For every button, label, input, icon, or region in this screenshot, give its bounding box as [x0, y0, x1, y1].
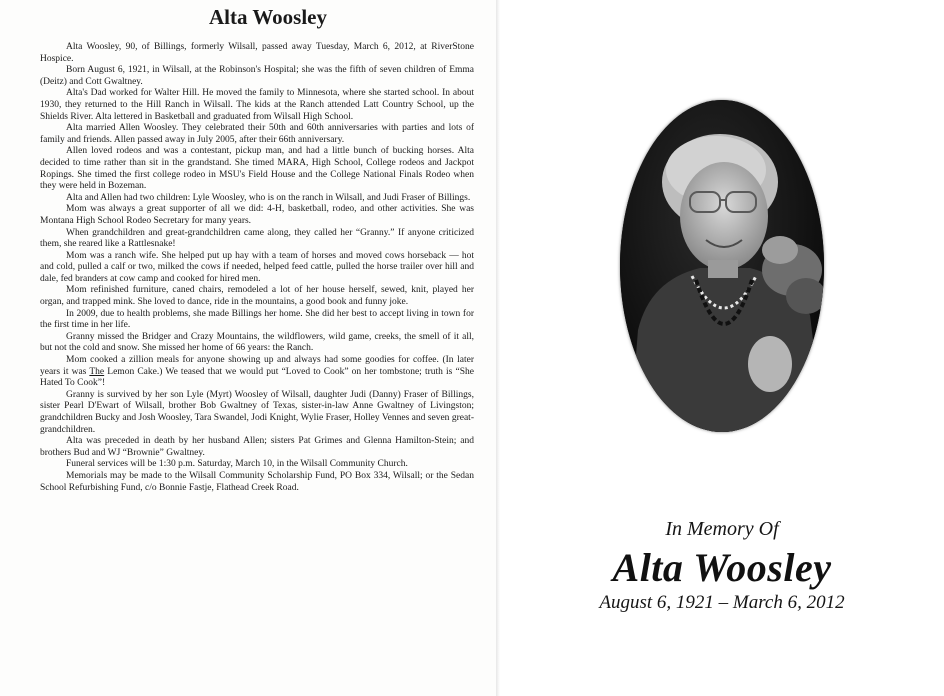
- obituary-paragraph: Alta and Allen had two children: Lyle Woosley, who is on the ranch in Wilsall, and Judi Fraser of Billings.: [66, 192, 471, 203]
- obituary-paragraph-cake: [40, 355, 474, 390]
- obituary-paragraph: Granny missed the Bridger and Crazy Mountains, the wildflowers, wild game, creeks, the smell of it all, but not the cold and snow. She missed her home of 66 years: the Ranch.: [40, 331, 474, 354]
- obituary-paragraph: Alta was preceded in death by her husband Allen; sisters Pat Grimes and Glenna Hamilton-Stein; and brothers Bud and WJ “Brownie” Gwaltney.: [40, 436, 474, 458]
- memorial-name: Alta Woosley: [612, 545, 832, 590]
- memorial-cover: [500, 0, 944, 696]
- obituary-paragraph: Memorials may be made to the Wilsall Community Scholarship Fund, PO Box 334, Wilsall; or the Sedan School Refurbishing Fund, c/o Bonnie Fastje, Flathead Creek Road.: [40, 470, 474, 493]
- obituary-body: [40, 42, 474, 494]
- obituary-paragraph: Allen loved rodeos and was a contestant, pickup man, and had a little bunch of bucking horses. Alta decided to time rather than sit in the grandstand. She timed MARA, High School, College rodeos and Jackpot Ropings. She timed the first college rodeo in MSU's Field House and the College National Finals Rodeo when they were held in Bozeman.: [40, 146, 474, 192]
- obituary-paragraph: Alta married Allen Woosley. They celebrated their 50th and 60th anniversaries with parties and lots of family and friends. Allen passed away in July 2005, after their 66th anniversary.: [40, 123, 474, 145]
- obituary-paragraph: When grandchildren and great-grandchildren came along, they called her “Granny.” If anyone criticized them, she reared like a Rattlesnake!: [40, 227, 474, 250]
- memorial-dates: August 6, 1921 – March 6, 2012: [599, 592, 845, 613]
- cake-text-before: Mom cooked a zillion meals for anyone showing up and always had some goodies for coffee. (In later years it was: [40, 355, 474, 377]
- obituary-paragraph: In 2009, due to health problems, she made Billings her home. She did her best to accept living in town for the first time in her life.: [40, 308, 474, 331]
- obituary-paragraph: Mom was always a great supporter of all we did: 4-H, basketball, rodeo, and other activities. She was Montana High School Rodeo Secretary for many years.: [40, 204, 474, 226]
- obituary-paragraph: Alta Woosley, 90, of Billings, formerly Wilsall, passed away Tuesday, March 6, 2012, at RiverStone Hospice.: [40, 42, 474, 64]
- obituary-paragraph: Mom was a ranch wife. She helped put up hay with a team of horses and moved cows horseback — hot and cold, pulled a calf or two, milked the cows if needed, helped feed cattle, pulled the horse trailer over hill and dale, fed branders at cow camp and cooked for hired men.: [40, 250, 474, 284]
- cake-text-after: Lemon Cake.) We teased that we would put “Loved to Cook” on her tombstone; truth is “She Hated To Cook”!: [40, 366, 474, 389]
- cake-text-underlined: The: [89, 366, 105, 377]
- portrait-photo: [620, 100, 824, 432]
- obituary-paragraph: Mom refinished furniture, caned chairs, remodeled a lot of her house herself, sewed, knit, played her organ, and trapped mink. She loved to dance, ride in the mountains, a good book and funny joke.: [40, 285, 474, 308]
- obituary-paragraph: Funeral services will be 1:30 p.m. Saturday, March 10, in the Wilsall Community Church.: [66, 459, 408, 470]
- in-memory-of-label: In Memory Of: [665, 518, 779, 540]
- obituary-paragraph: Born August 6, 1921, in Wilsall, at the Robinson's Hospital; she was the fifth of seven children of Emma (Deitz) and Cott Gwaltney.: [40, 65, 474, 87]
- obituary-paragraph: Granny is survived by her son Lyle (Myrt) Woosley of Wilsall, daughter Judi (Danny) Fraser of Billings, sister Pearl D'Ewart of Wilsall, brother Bob Gwaltney of Texas, sister-in-law Anne Gwaltney of Livingston; grandchildren Bucky and Josh Woosley, Tara Swandel, Jodi Knight, Wylie Fraser, Holley Vennes and seven great-grandchildren.: [40, 389, 474, 435]
- portrait-illustration: [620, 100, 824, 432]
- obituary-title: Alta Woosley: [208, 5, 328, 29]
- obituary-paragraph: Alta's Dad worked for Walter Hill. He moved the family to Minnesota, where she started school. In about 1930, they returned to the Hill Ranch in Wilsall. The kids at the Ranch attended Latt Country School, up the Shields River. Alta lettered in Basketball and graduated from Wilsall High School.: [40, 88, 474, 122]
